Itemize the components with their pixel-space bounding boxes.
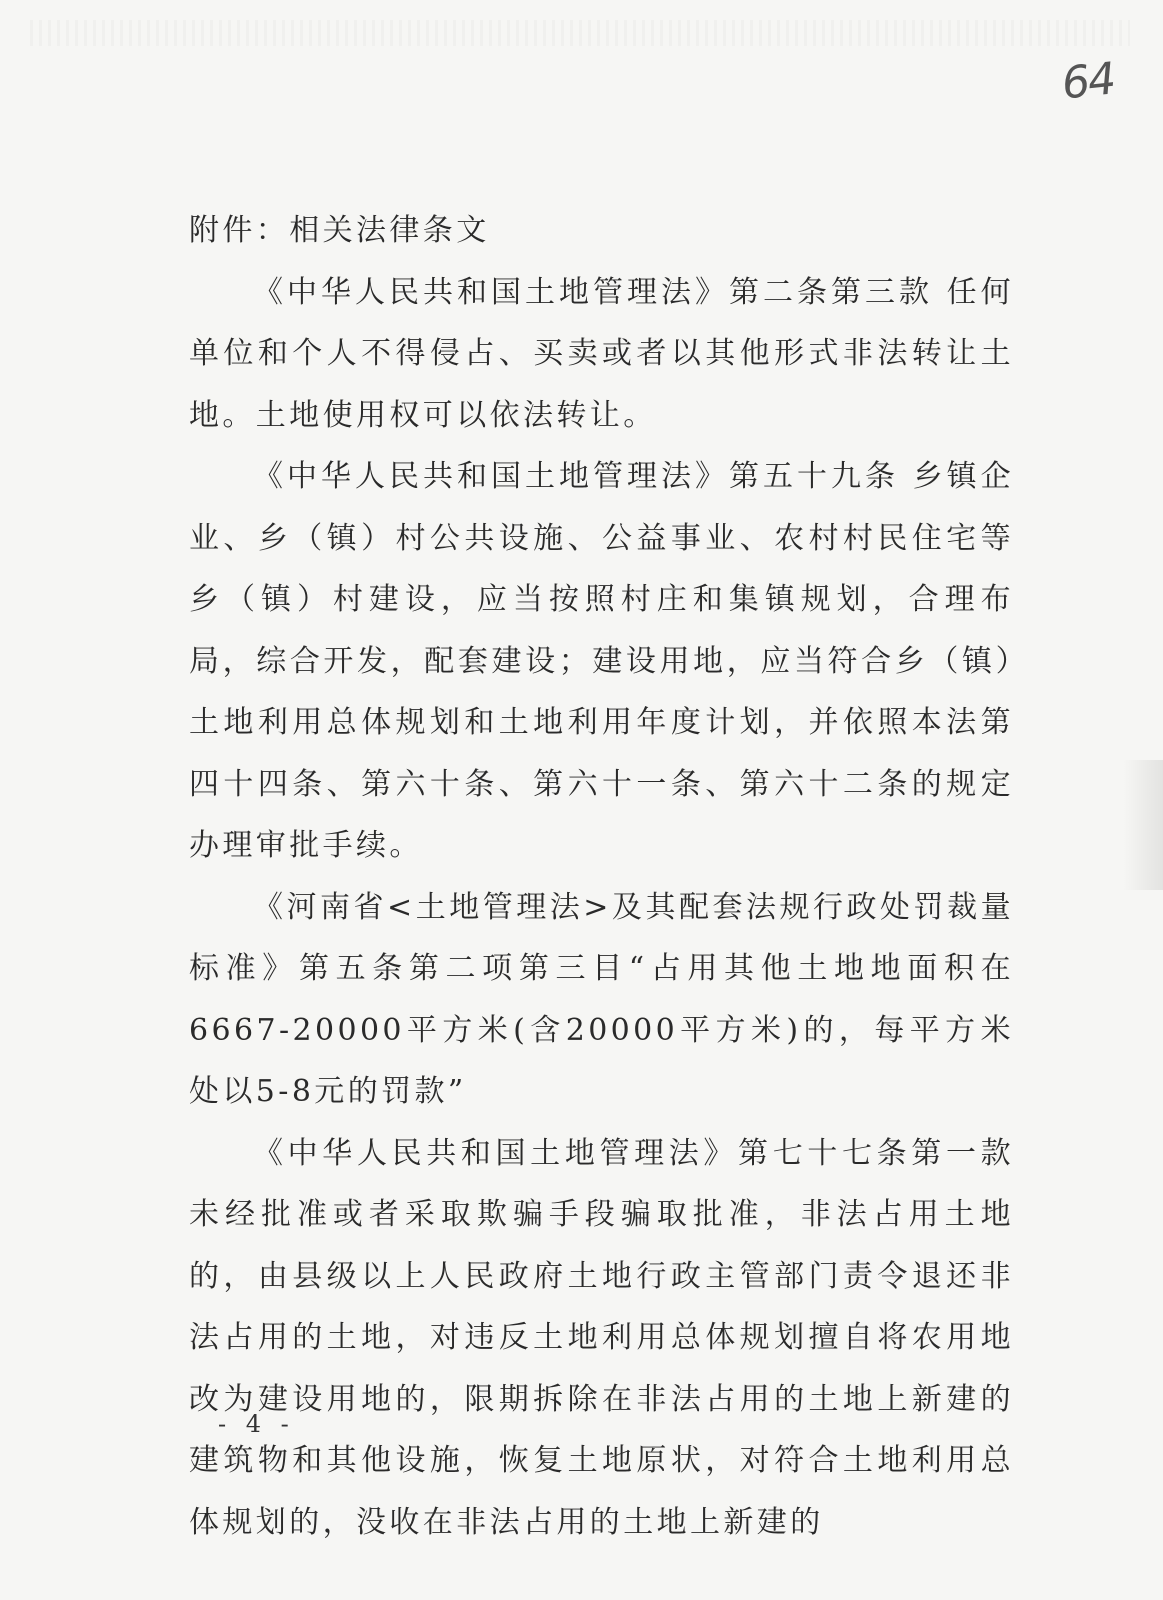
paragraph-article-77: 《中华人民共和国土地管理法》第七十七条第一款 未经批准或者采取欺骗手段骗取批准，非法占用土地的，由县级以上人民政府土地行政主管部门责令退还非法占用的土地，对违反土地利用总体规划擅自将农用地改为建设用地的，限期拆除在非法占用的土地上新建的建筑物和其他设施，恢复土地原状，对符合土地利用总体规划的，没收在非法占用的土地上新建的 [189, 1135, 1014, 1540]
paragraph-article-2: 《中华人民共和国土地管理法》第二条第三款 任何单位和个人不得侵占、买卖或者以其他形式非法转让土地。土地使用权可以依法转让。 [189, 274, 1014, 433]
paragraph-article-59: 《中华人民共和国土地管理法》第五十九条 乡镇企业、乡（镇）村公共设施、公益事业、农村村民住宅等乡（镇）村建设，应当按照村庄和集镇规划，合理布局，综合开发，配套建设；建设用地，应当符合乡（镇）土地利用总体规划和土地利用年度计划，并依照本法第四十四条、第六十条、第六十一条、第六十二条的规定办理审批手续。 [189, 459, 1014, 863]
document-body [189, 200, 1014, 1553]
attachment-title: 附件：相关法律条文 [189, 213, 490, 248]
scan-artifact [30, 20, 1130, 46]
handwritten-page-mark: 64 [1059, 53, 1117, 110]
page-number: - 4 - [218, 1410, 295, 1438]
scan-shadow [1123, 760, 1163, 890]
paragraph-henan-standard: 《河南省<土地管理法>及其配套法规行政处罚裁量标准》第五条第二项第三目“占用其他土地地面积在6667-20000平方米(含20000平方米)的，每平方米处以5-8元的罚款” [189, 889, 1014, 1109]
